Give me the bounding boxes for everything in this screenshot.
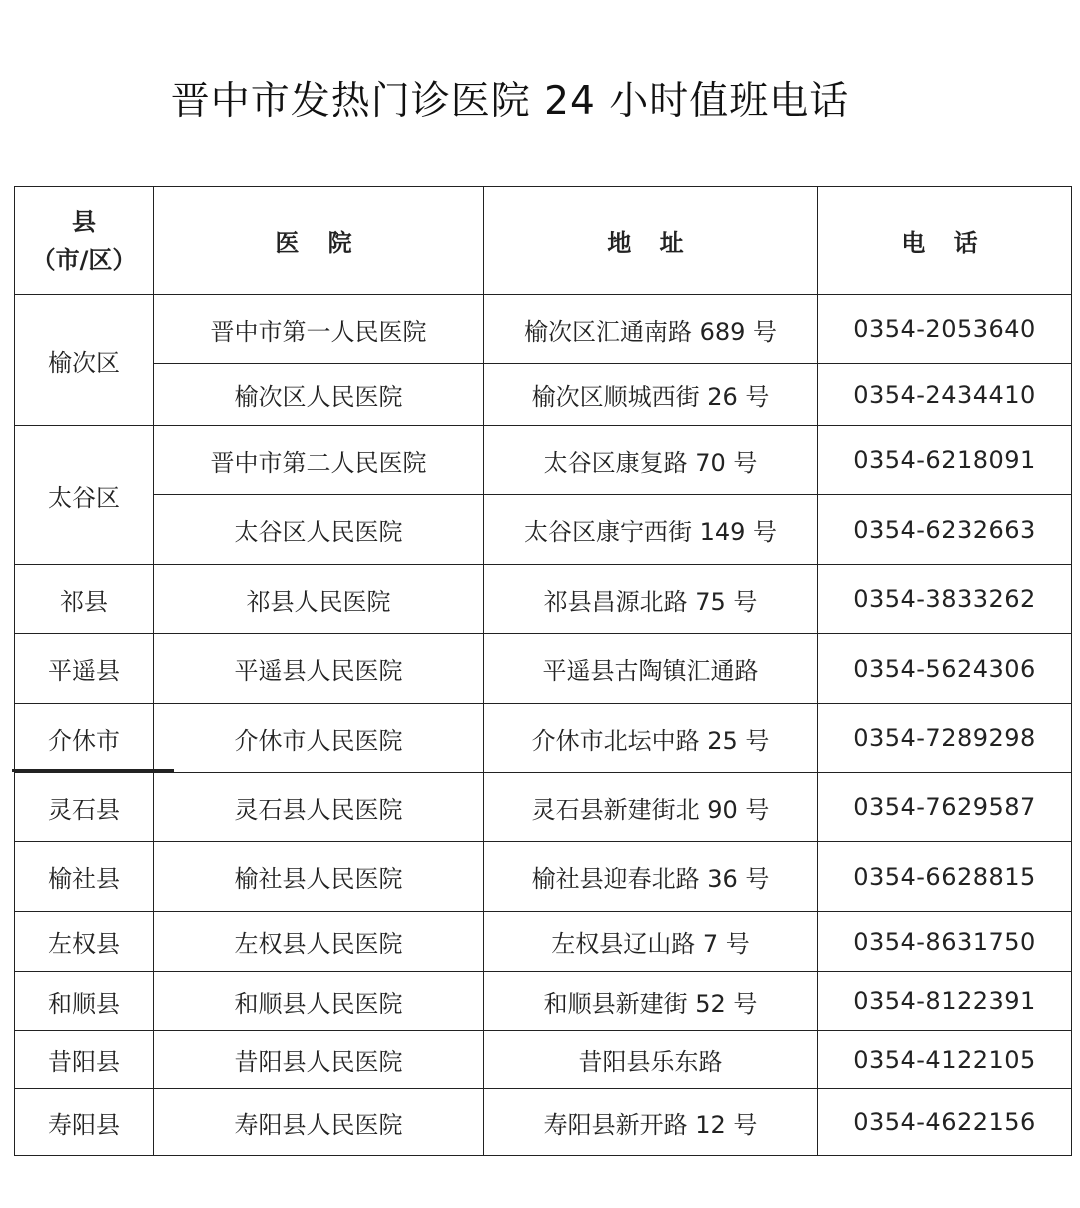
address-cell: 左权县辽山路 7 号	[484, 912, 818, 972]
phone-cell: 0354-4122105	[818, 1031, 1072, 1089]
address-cell: 和顺县新建街 52 号	[484, 972, 818, 1031]
hospital-cell: 祁县人民医院	[154, 565, 484, 634]
county-cell: 榆次区	[15, 295, 154, 426]
county-cell: 和顺县	[15, 972, 154, 1031]
phone-cell: 0354-2434410	[818, 364, 1072, 426]
address-cell: 介休市北坛中路 25 号	[484, 704, 818, 773]
county-cell: 昔阳县	[15, 1031, 154, 1089]
address-cell: 平遥县古陶镇汇通路	[484, 634, 818, 704]
address-cell: 祁县昌源北路 75 号	[484, 565, 818, 634]
table-row	[15, 495, 1072, 565]
table-row	[15, 426, 1072, 495]
table-row	[15, 972, 1072, 1031]
address-cell: 榆次区汇通南路 689 号	[484, 295, 818, 364]
hospital-table	[14, 186, 1072, 1156]
hospital-cell: 晋中市第二人民医院	[154, 426, 484, 495]
table-row	[15, 295, 1072, 364]
county-cell: 灵石县	[15, 773, 154, 842]
phone-cell: 0354-7629587	[818, 773, 1072, 842]
underline-mark	[12, 769, 174, 772]
address-cell: 寿阳县新开路 12 号	[484, 1089, 818, 1156]
county-cell: 左权县	[15, 912, 154, 972]
table-row	[15, 1089, 1072, 1156]
table-row	[15, 1031, 1072, 1089]
table-row	[15, 704, 1072, 773]
phone-cell: 0354-8122391	[818, 972, 1072, 1031]
table-row	[15, 842, 1072, 912]
address-cell: 榆社县迎春北路 36 号	[484, 842, 818, 912]
phone-cell: 0354-3833262	[818, 565, 1072, 634]
hospital-cell: 昔阳县人民医院	[154, 1031, 484, 1089]
address-cell: 灵石县新建街北 90 号	[484, 773, 818, 842]
phone-cell: 0354-4622156	[818, 1089, 1072, 1156]
hospital-cell: 灵石县人民医院	[154, 773, 484, 842]
address-cell: 太谷区康宁西街 149 号	[484, 495, 818, 565]
address-cell: 昔阳县乐东路	[484, 1031, 818, 1089]
county-cell: 平遥县	[15, 634, 154, 704]
table-row	[15, 364, 1072, 426]
table-row	[15, 912, 1072, 972]
phone-cell: 0354-2053640	[818, 295, 1072, 364]
hospital-cell: 榆次区人民医院	[154, 364, 484, 426]
header-county-line1: 县	[72, 207, 96, 236]
hospital-cell: 晋中市第一人民医院	[154, 295, 484, 364]
county-cell: 祁县	[15, 565, 154, 634]
hospital-cell: 左权县人民医院	[154, 912, 484, 972]
phone-cell: 0354-6218091	[818, 426, 1072, 495]
hospital-cell: 太谷区人民医院	[154, 495, 484, 565]
phone-cell: 0354-5624306	[818, 634, 1072, 704]
hospital-cell: 平遥县人民医院	[154, 634, 484, 704]
county-cell: 榆社县	[15, 842, 154, 912]
hospital-cell: 榆社县人民医院	[154, 842, 484, 912]
table-row	[15, 565, 1072, 634]
table-header-row	[15, 187, 1072, 295]
county-cell: 太谷区	[15, 426, 154, 565]
address-cell: 榆次区顺城西街 26 号	[484, 364, 818, 426]
hospital-cell: 寿阳县人民医院	[154, 1089, 484, 1156]
table-row	[15, 773, 1072, 842]
county-cell: 寿阳县	[15, 1089, 154, 1156]
header-phone: 电 话	[818, 187, 1072, 295]
page-title: 晋中市发热门诊医院 24 小时值班电话	[170, 79, 850, 124]
phone-cell: 0354-8631750	[818, 912, 1072, 972]
header-county	[15, 187, 154, 295]
county-cell: 介休市	[15, 704, 154, 773]
hospital-cell: 介休市人民医院	[154, 704, 484, 773]
hospital-cell: 和顺县人民医院	[154, 972, 484, 1031]
phone-cell: 0354-6628815	[818, 842, 1072, 912]
phone-cell: 0354-6232663	[818, 495, 1072, 565]
header-county-line2: （市/区）	[31, 245, 137, 274]
phone-cell: 0354-7289298	[818, 704, 1072, 773]
header-hospital: 医 院	[154, 187, 484, 295]
address-cell: 太谷区康复路 70 号	[484, 426, 818, 495]
header-address: 地 址	[484, 187, 818, 295]
table-row	[15, 634, 1072, 704]
